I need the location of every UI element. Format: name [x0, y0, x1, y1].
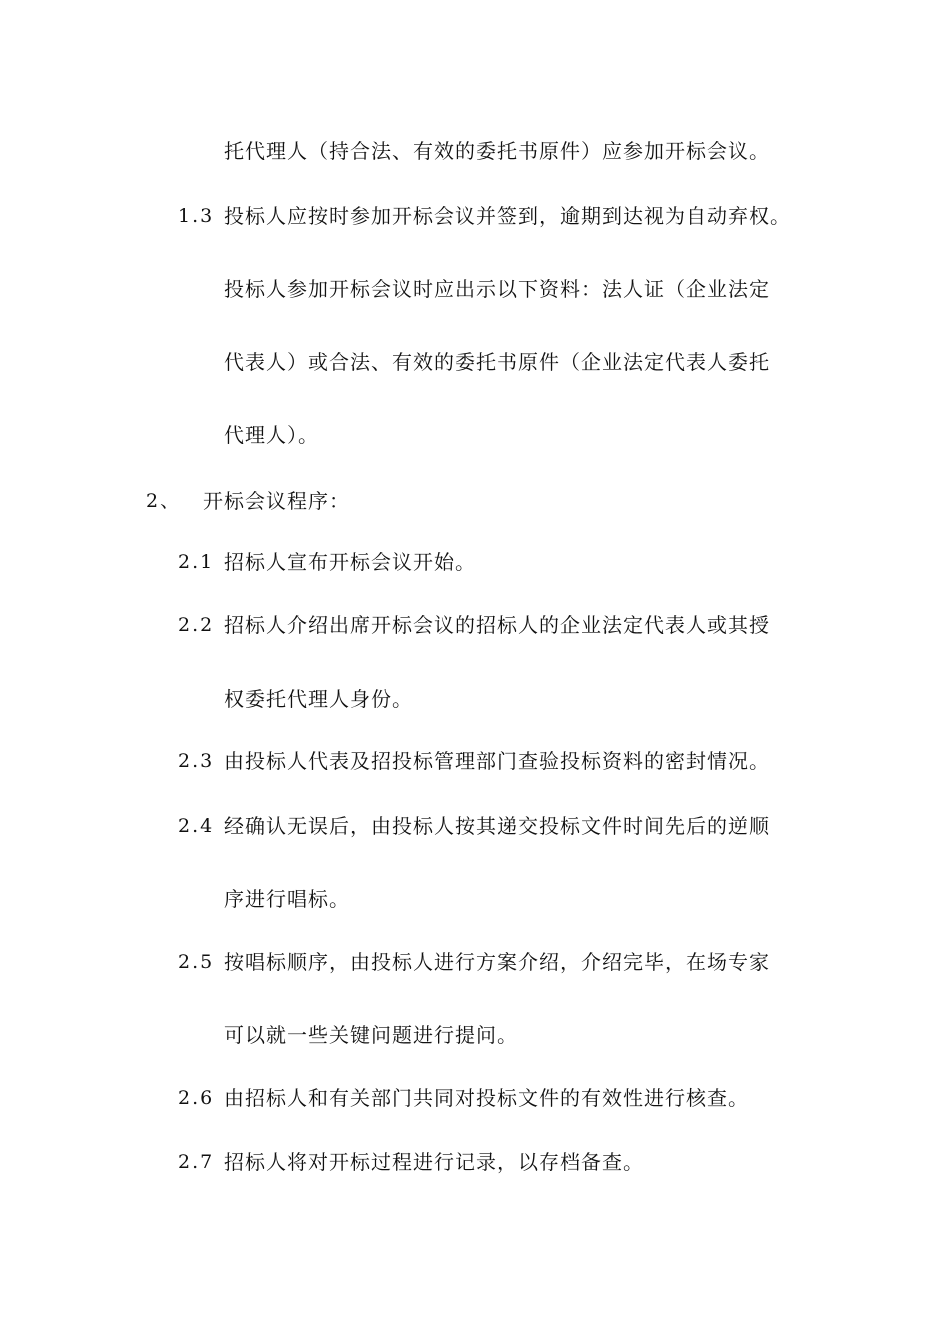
- paragraph-line: 由招标人和有关部门共同对投标文件的有效性进行核查。: [224, 1086, 749, 1110]
- paragraph-line: 招标人介绍出席开标会议的招标人的企业法定代表人或其授: [224, 613, 770, 637]
- clause-number: 2.5: [178, 951, 215, 973]
- paragraph-line: 序进行唱标。: [224, 887, 350, 911]
- paragraph-line: 托代理人（持合法、有效的委托书原件）应参加开标会议。: [224, 139, 770, 163]
- paragraph-line: 可以就一些关键问题进行提问。: [224, 1023, 518, 1047]
- clause-number: 2.7: [178, 1151, 215, 1173]
- section-number: 2、: [146, 490, 182, 512]
- paragraph-line: 权委托代理人身份。: [224, 687, 413, 711]
- clause-number: 2.4: [178, 815, 215, 837]
- clause-number: 2.2: [178, 614, 215, 636]
- clause-number: 1.3: [178, 205, 215, 227]
- clause-number: 2.3: [178, 750, 215, 772]
- paragraph-line: 由投标人代表及招投标管理部门查验投标资料的密封情况。: [224, 749, 770, 773]
- paragraph-line: 投标人参加开标会议时应出示以下资料：法人证（企业法定: [224, 277, 770, 301]
- paragraph-line: 按唱标顺序，由投标人进行方案介绍，介绍完毕，在场专家: [224, 950, 770, 974]
- paragraph-line: 代表人）或合法、有效的委托书原件（企业法定代表人委托: [224, 350, 770, 374]
- paragraph-line: 投标人应按时参加开标会议并签到，逾期到达视为自动弃权。: [224, 204, 791, 228]
- clause-number: 2.1: [178, 551, 215, 573]
- paragraph-line: 代理人）。: [224, 423, 319, 447]
- paragraph-line: 招标人宣布开标会议开始。: [224, 550, 476, 574]
- paragraph-line: 经确认无误后，由投标人按其递交投标文件时间先后的逆顺: [224, 814, 770, 838]
- clause-number: 2.6: [178, 1087, 215, 1109]
- paragraph-line: 招标人将对开标过程进行记录，以存档备查。: [224, 1150, 644, 1174]
- section-heading: 开标会议程序：: [203, 489, 350, 513]
